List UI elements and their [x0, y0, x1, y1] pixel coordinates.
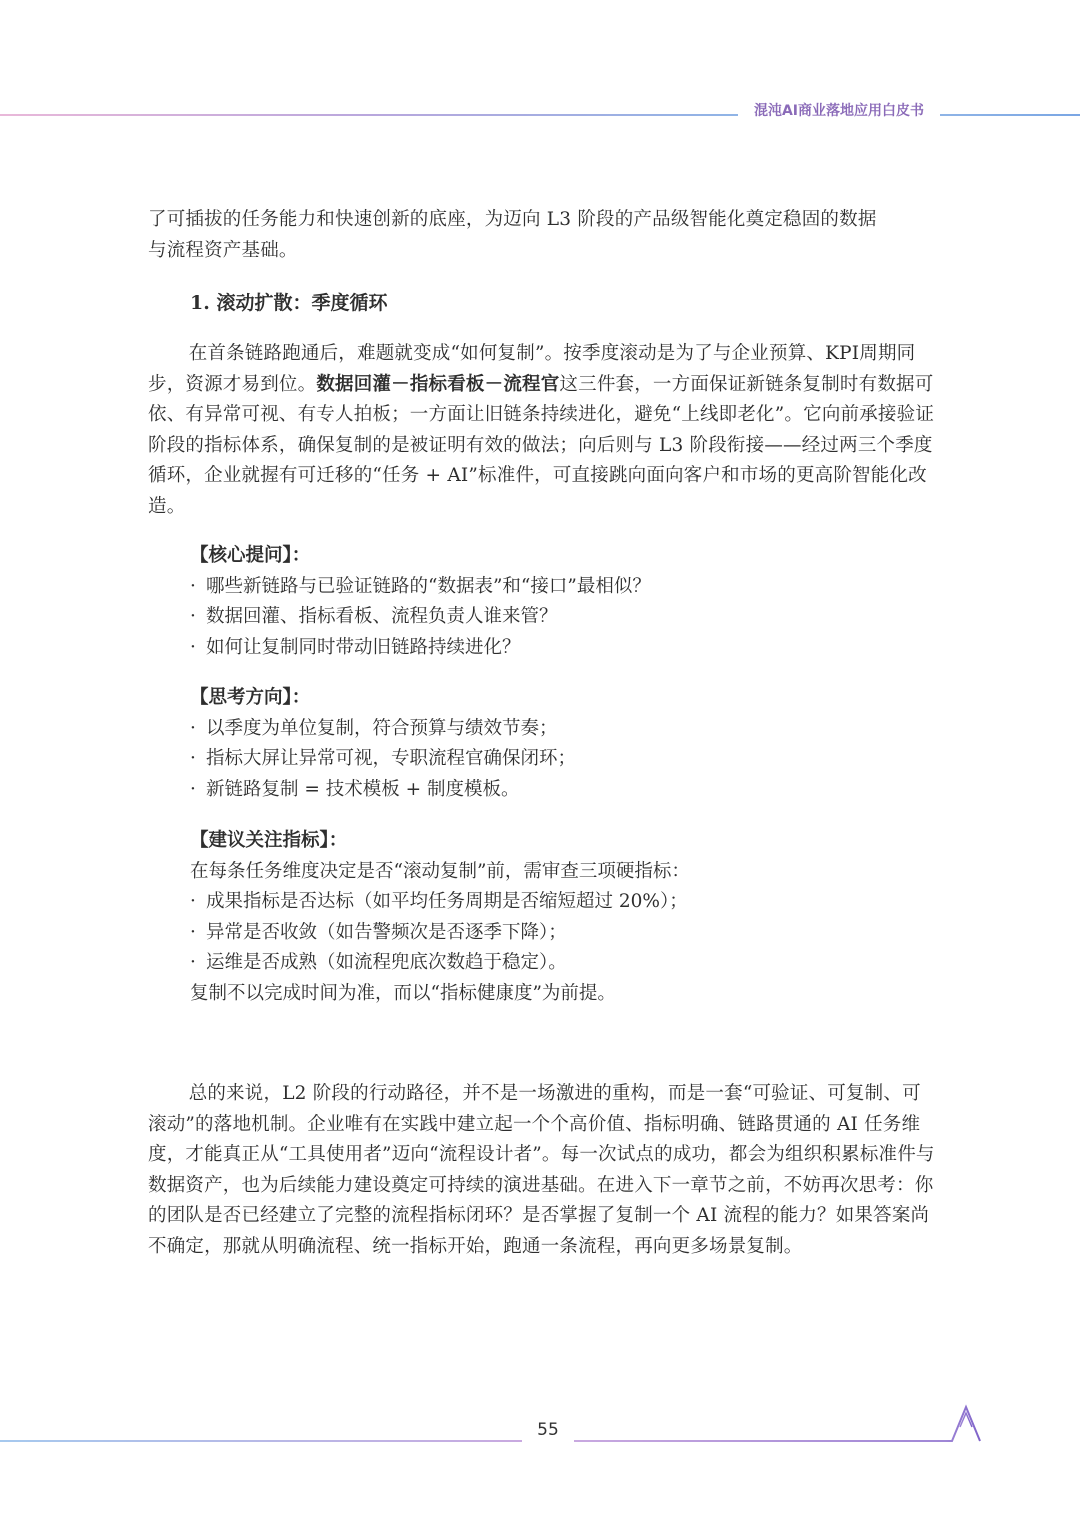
core-questions-label: 【核心提问】：	[190, 545, 311, 566]
list-item: · 运维是否成熟（如流程兜底次数趋于稳定）。	[190, 948, 938, 979]
bullet-dot-icon: ·	[190, 717, 196, 739]
section-heading: 1. 滚动扩散：季度循环	[190, 292, 388, 314]
metrics-label: 【建议关注指标】：	[190, 830, 348, 851]
list-item: · 异常是否收敛（如告警频次是否逐季下降）；	[190, 918, 938, 949]
bullet-dot-icon: ·	[190, 778, 196, 800]
bullet-dot-icon: ·	[190, 952, 196, 973]
list-item: · 数据回灌、指标看板、流程负责人谁来管？	[190, 602, 938, 633]
book-title: 混沌AI商业落地应用白皮书	[753, 103, 925, 119]
metrics-block	[190, 826, 938, 1009]
bullet-dot-icon: ·	[190, 606, 196, 627]
metrics-intro: 在每条任务维度决定是否“滚动复制”前，需审查三项硬指标：	[190, 860, 690, 882]
main-paragraph	[148, 339, 938, 522]
bullet-dot-icon: ·	[190, 921, 196, 943]
footer-rule-right	[574, 1440, 952, 1442]
thinking-block	[190, 683, 938, 805]
bullet-dot-icon: ·	[190, 636, 196, 658]
bullet-dot-icon: ·	[190, 748, 196, 769]
intro-line-2: 与流程资产基础。	[148, 239, 298, 261]
bullet-dot-icon: ·	[190, 891, 196, 912]
list-item: · 成果指标是否达标（如平均任务周期是否缩短超过 20%）；	[190, 887, 938, 918]
page-number: 55	[537, 1420, 559, 1440]
paragraph-bold-phrase: 数据回灌－指标看板－流程官	[316, 373, 560, 395]
list-item: · 如何让复制同时带动旧链路持续进化？	[190, 633, 938, 664]
list-item: · 新链路复制 = 技术模板 + 制度模板。	[190, 775, 938, 806]
list-item: · 以季度为单位复制，符合预算与绩效节奏；	[190, 714, 938, 745]
list-item: · 指标大屏让异常可视，专职流程官确保闭环；	[190, 744, 938, 775]
list-item: · 哪些新链路与已验证链路的“数据表”和“接口”最相似？	[190, 572, 938, 603]
paragraph-part-1: 在首条链路跑通后，难题就变成“如何复制”。按季度滚动是为了与企业预算、KPI周期同步，资源才易到位。	[148, 343, 916, 395]
metrics-outro: 复制不以完成时间为准，而以“指标健康度”为前提。	[190, 982, 616, 1004]
core-questions-block	[190, 541, 938, 663]
conclusion-paragraph	[148, 1079, 938, 1262]
header-rule-right	[940, 114, 1080, 116]
intro-paragraph	[148, 205, 938, 266]
intro-line-1: 了可插拔的任务能力和快速创新的底座，为迈向 L3 阶段的产品级智能化奠定稳固的数据	[148, 209, 877, 230]
conclusion-text: 总的来说，L2 阶段的行动路径，并不是一场激进的重构，而是一套“可验证、可复制、可滚动”的落地机制。企业唯有在实践中建立起一个个高价值、指标明确、链路贯通的 AI 任务维度，才能真正从“工具使用者”迈向“流程设计者”。每一次试点的成功，都会为组织积累标准件与数据资产，也为后续能力建设奠定可持续的演进基础。在进入下一章节之前，不妨再次思考：你的团队是否已经建立了完整的流程指标闭环？是否掌握了复制一个 AI 流程的能力？如果答案尚不确定，那就从明确流程、统一指标开始，跑通一条流程，再向更多场景复制。	[148, 1083, 935, 1257]
ai-logo-icon	[946, 1403, 1080, 1445]
footer-rule-left	[0, 1440, 522, 1442]
paragraph-part-2: 这三件套，一方面保证新链条复制时有数据可依、有异常可视、有专人拍板；一方面让旧链条持续进化，避免“上线即老化”。它向前承接验证阶段的指标体系，确保复制的是被证明有效的做法；向后则与 L3 阶段衔接——经过两三个季度循环，企业就握有可迁移的“任务 + AI”标准件，可直接跳向面向客户和市场的更高阶智能化改造。	[148, 373, 935, 517]
header-rule-left	[0, 114, 738, 116]
thinking-label: 【思考方向】：	[190, 687, 311, 708]
bullet-dot-icon: ·	[190, 575, 196, 597]
